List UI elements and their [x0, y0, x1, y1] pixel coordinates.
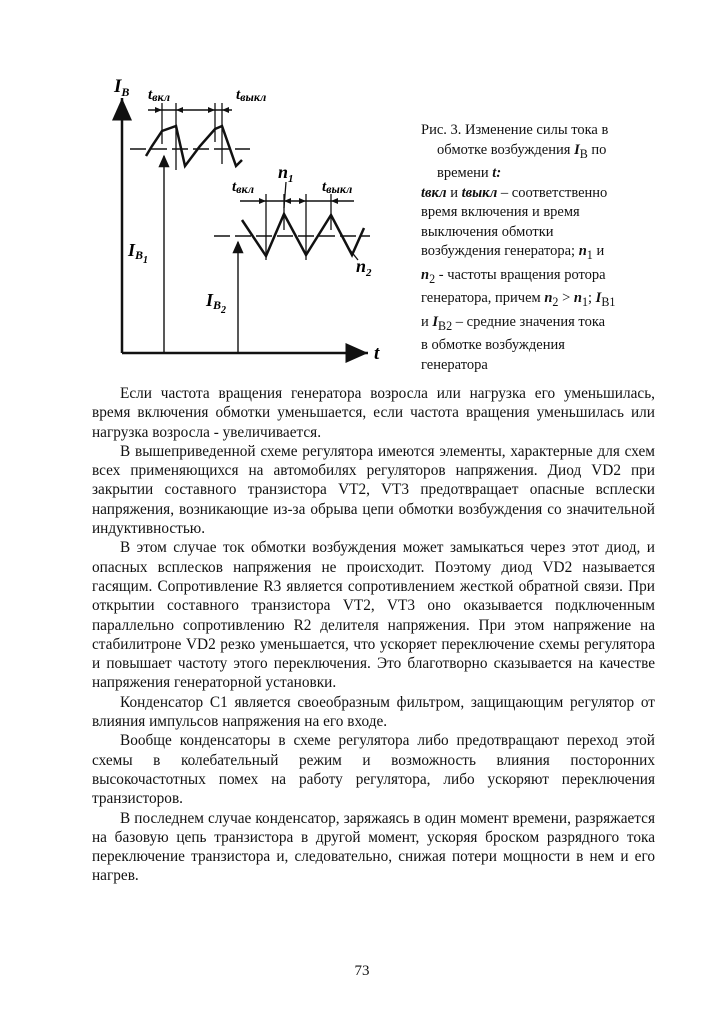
paragraph: Конденсатор С1 является своеобразным фильтром, защищающим регулятор от влияния импульсов напряжения на его входе.: [92, 693, 655, 731]
bottom-timing-arrowhead: [299, 198, 306, 204]
current-vs-time-diagram: [100, 70, 400, 370]
top-timing-arrowhead: [155, 107, 162, 113]
x-axis-label: t: [374, 343, 380, 364]
bottom-t-on-label: tвкл: [232, 179, 255, 196]
top-timing-arrowhead: [222, 107, 229, 113]
bottom-t-off-label: tвыкл: [322, 179, 353, 196]
caption-line: и $I_{В2}$ – средние значения тока: [421, 313, 606, 333]
figure-caption: [421, 121, 644, 376]
y-axis-label: $I_B$: [114, 76, 130, 99]
caption-line: возбуждения генератора; $n_1$ и: [421, 243, 605, 263]
caption-line: $n_2$ - частоты вращения ротора: [421, 266, 606, 286]
caption-line: обмотке возбуждения $I_В$ по: [437, 141, 607, 161]
bottom-sawtooth-curve: [242, 214, 364, 256]
n2-label: $n_2$: [356, 256, 372, 279]
body-text: [92, 384, 655, 886]
caption-line: выключения обмотки: [421, 223, 554, 240]
bottom-timing-arrowhead: [331, 198, 338, 204]
paragraph: В этом случае ток обмотки возбуждения может замыкаться через этот диод, и опасных всплесков напряжения не происходит. Поэтому диод VD2 называется гасящим. Сопротивление R3 является сопротивлением жесткой обратной связи. При открытии составного транзистора VT2, VT3 оно оказывается подключенным параллельно сопротивлению R2 делителя напряжения. При этом напряжение на стабилитроне VD2 резко уменьшается, что ускоряет переключение схемы регулятора и повышает частоту этого переключения. Это благотворно сказывается на качестве напряжения генераторной установки.: [92, 539, 655, 692]
top-t-on-label: tвкл: [148, 87, 171, 104]
caption-line: время включения и время: [421, 204, 580, 221]
caption-line: Рис. 3. Изменение силы тока в: [421, 122, 609, 138]
paragraph: Если частота вращения генератора возросла или нагрузка его уменьшилась, время включения обмотки уменьшается, если частота вращения уменьшилась или нагрузка возросла - увеличивается.: [92, 385, 655, 441]
ib1-label: $IB_1$: [128, 240, 149, 266]
top-timing-arrowhead: [208, 107, 215, 113]
caption-line: генератора, причем $n_2 > n_1$; $I_{В1}$: [421, 290, 616, 310]
caption-line: генератора: [421, 356, 488, 373]
paragraph: Вообще конденсаторы в схеме регулятора либо предотвращают переход этой схемы в колебательный режим и возможность влияния посторонних высокочастотных помех на работу регулятора, либо ускоряют переключения транзисторов.: [92, 732, 655, 808]
page-number: 73: [354, 963, 370, 979]
ib2-label: $IB_2$: [206, 290, 227, 316]
paragraph: В последнем случае конденсатор, заряжаясь в один момент времени, разряжается на базовую цепь транзистора в другой момент, ускоряя броском разрядного тока переключение транзистора и, следовательно, снижая потери мощности в нем и его нагрев.: [92, 809, 655, 885]
n1-label: $n_1$: [278, 162, 294, 185]
caption-line: времени t:: [437, 165, 502, 182]
bottom-timing-arrowhead: [259, 198, 266, 204]
top-t-off-label: tвыкл: [236, 87, 267, 104]
caption-line: в обмотке возбуждения: [421, 337, 565, 354]
top-sawtooth-curve: [146, 126, 242, 166]
caption-line: tвкл и tвыкл – соответственно: [421, 184, 608, 201]
top-timing-arrowhead: [176, 107, 183, 113]
paragraph: В вышеприведенной схеме регулятора имеются элементы, характерные для схем всех применяющихся на автомобилях регуляторов напряжения. Диод VD2 при закрытии составного транзистора VT2, VT3 предотвращает опасные всплески напряжения, возникающие из-за обрыва цепи обмотки возбуждения со значительной индуктивностью.: [92, 442, 655, 538]
